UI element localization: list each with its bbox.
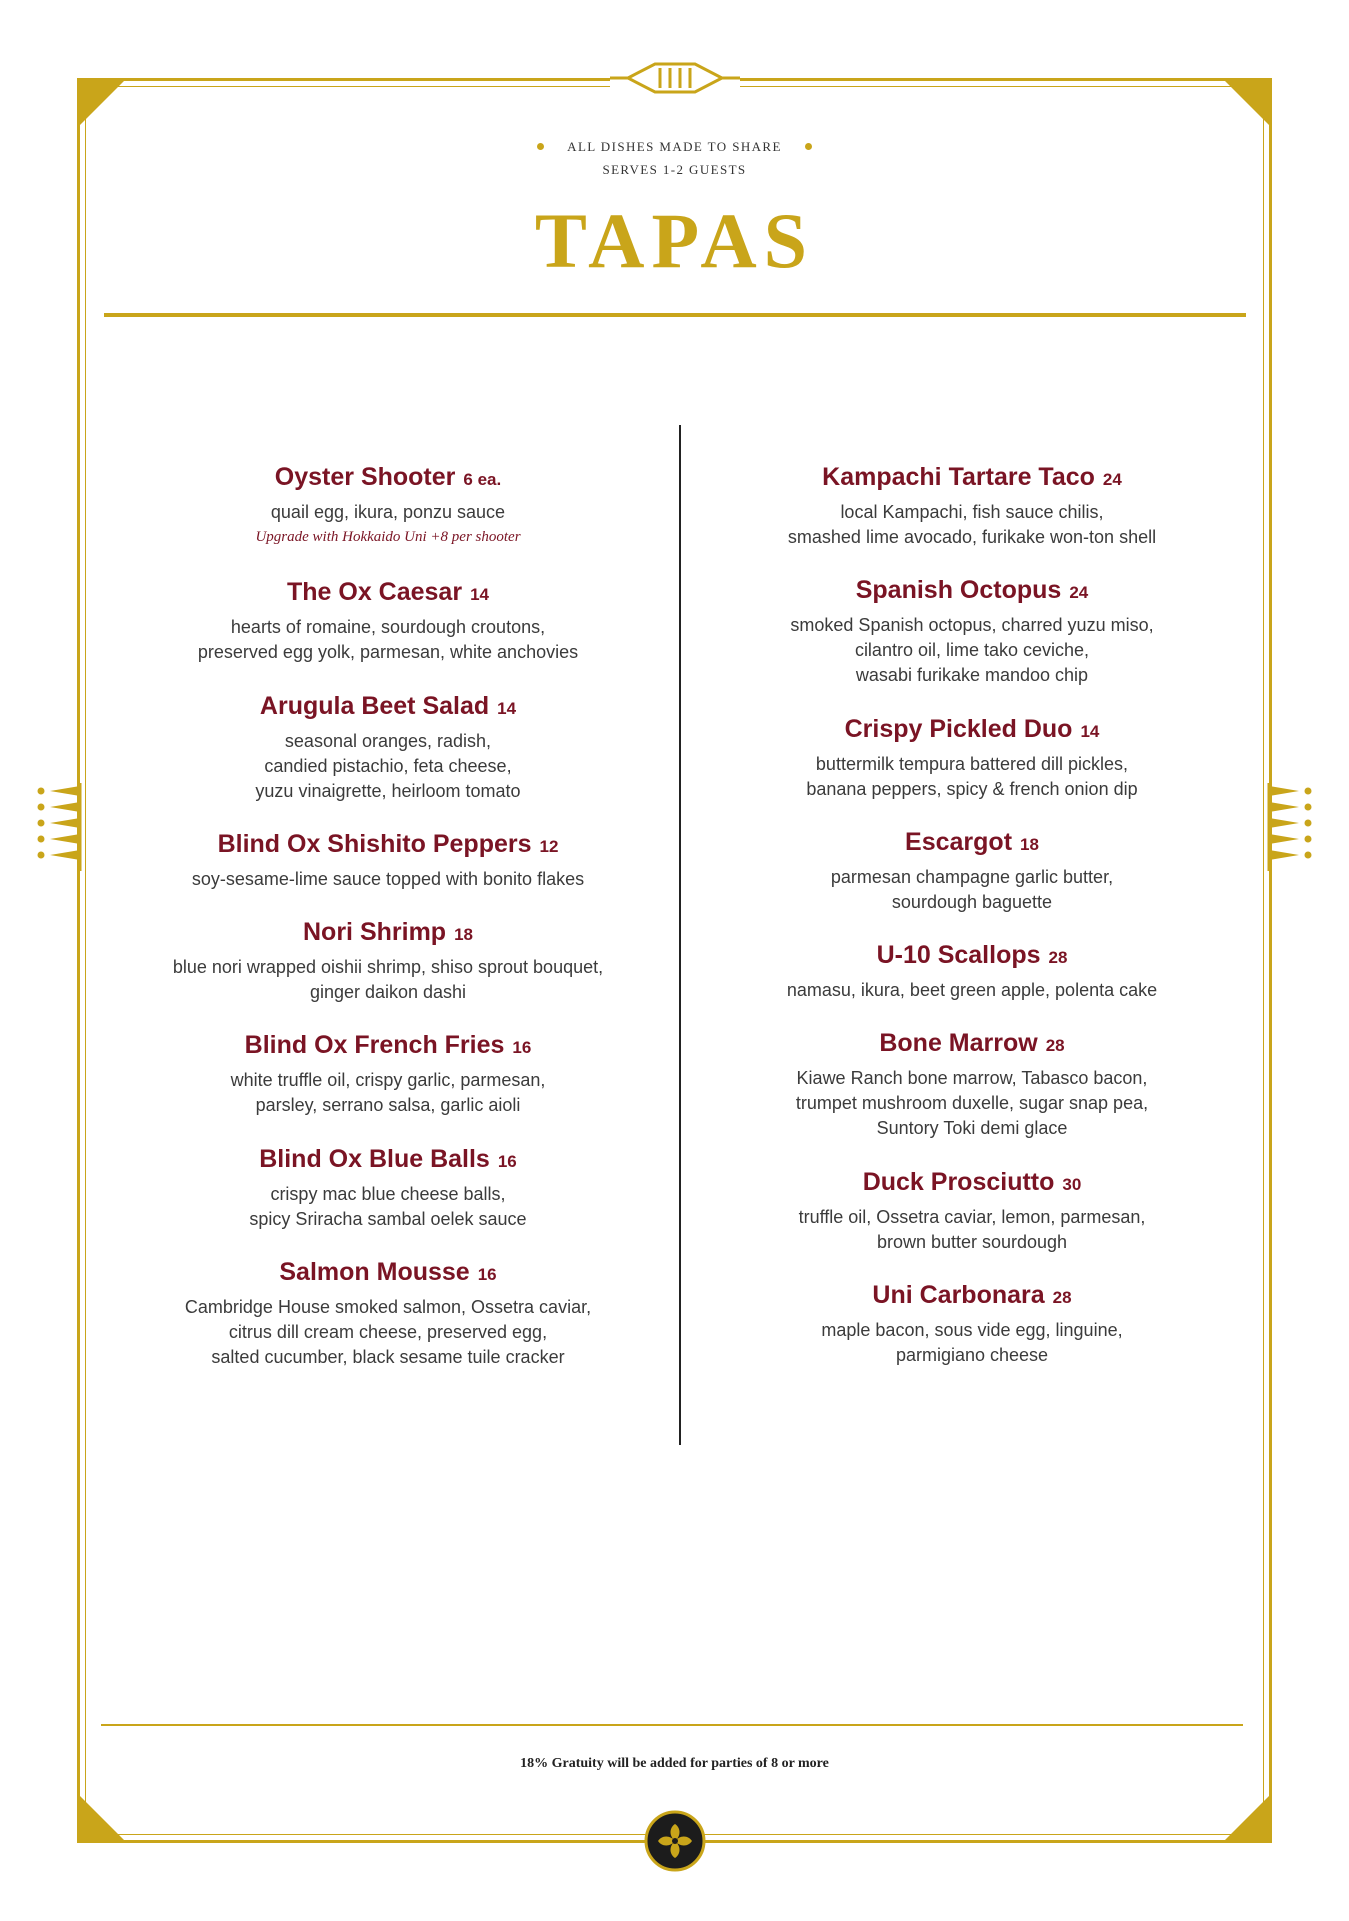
header-line-serves: SERVES 1-2 GUESTS [602, 162, 747, 177]
menu-item-description: yuzu vinaigrette, heirloom tomato [255, 781, 521, 801]
menu-item-name: Salmon Mousse [279, 1258, 470, 1286]
menu-item-description: smoked Spanish octopus, charred yuzu miso, [790, 615, 1154, 635]
menu-item-description: trumpet mushroom duxelle, sugar snap pea, [795, 1093, 1149, 1113]
menu-item-description: crispy mac blue cheese balls, [270, 1184, 506, 1204]
menu-item [128, 572, 648, 665]
menu-item [712, 822, 1232, 915]
page-title: TAPAS [534, 197, 815, 284]
menu-item-description: wasabi furikake mandoo chip [855, 665, 1089, 685]
menu-item [712, 457, 1232, 550]
menu-item-price: 28 [1048, 948, 1068, 967]
menu-item-name: Arugula Beet Salad [259, 692, 490, 720]
header-line-share: ALL DISHES MADE TO SHARE [567, 139, 782, 154]
menu-item-price: 30 [1062, 1175, 1082, 1194]
left-side-ornament [36, 783, 82, 871]
menu-item-price: 28 [1045, 1036, 1065, 1055]
menu-item [128, 912, 648, 1005]
menu-item-description: buttermilk tempura battered dill pickles, [815, 754, 1129, 774]
leaf-emblem-icon [644, 1810, 706, 1872]
menu-item-description: Suntory Toki demi glace [876, 1118, 1068, 1138]
corner-ornament-top-left [80, 81, 126, 127]
menu-item-price: 14 [1080, 722, 1100, 741]
menu-item-price: 24 [1102, 470, 1122, 489]
right-side-ornament [1267, 783, 1313, 871]
menu-item [128, 1025, 648, 1118]
menu-item-description: white truffle oil, crispy garlic, parmesan, [230, 1070, 546, 1090]
menu-item-name: Crispy Pickled Duo [844, 715, 1073, 743]
menu-item [712, 1162, 1232, 1255]
menu-item-name: The Ox Caesar [286, 578, 463, 606]
menu-item-description: parmigiano cheese [895, 1345, 1049, 1365]
menu-item-name: Oyster Shooter [274, 463, 456, 491]
menu-item-description: spicy Sriracha sambal oelek sauce [249, 1209, 527, 1229]
menu-item-description: maple bacon, sous vide egg, linguine, [821, 1320, 1123, 1340]
top-diamond-ornament [610, 60, 740, 96]
menu-item-description: parmesan champagne garlic butter, [830, 867, 1114, 887]
corner-ornament-top-right [1223, 81, 1269, 127]
menu-item-price: 6 ea. [463, 470, 502, 489]
menu-item [712, 935, 1232, 1003]
corner-ornament-bottom-right [1223, 1794, 1269, 1840]
menu-item-name: Escargot [905, 828, 1013, 856]
menu-item [128, 824, 648, 892]
menu-item-description: parsley, serrano salsa, garlic aioli [255, 1095, 521, 1115]
menu-item-price: 12 [539, 837, 559, 856]
menu-item-price: 16 [497, 1152, 517, 1171]
menu-item [128, 1252, 648, 1370]
menu-item [712, 1023, 1232, 1141]
menu-item-price: 16 [512, 1038, 532, 1057]
menu-item-upgrade-note: Upgrade with Hokkaido Uni +8 per shooter [255, 529, 521, 545]
menu-item-description: namasu, ikura, beet green apple, polenta cake [786, 980, 1158, 1000]
menu-item-description: banana peppers, spicy & french onion dip [806, 779, 1138, 799]
menu-item-description: salted cucumber, black sesame tuile cracker [211, 1347, 565, 1367]
menu-item [128, 457, 648, 550]
menu-item [128, 686, 648, 804]
menu-item-description: citrus dill cream cheese, preserved egg, [228, 1322, 548, 1342]
menu-item-name: Spanish Octopus [855, 576, 1062, 604]
menu-item-name: Duck Prosciutto [862, 1168, 1055, 1196]
column-divider [679, 425, 681, 1445]
menu-item-price: 16 [477, 1265, 497, 1284]
menu-item-price: 24 [1069, 583, 1089, 602]
menu-item-description: seasonal oranges, radish, [284, 731, 492, 751]
menu-item-name: Blind Ox Shishito Peppers [217, 830, 532, 858]
menu-item [712, 1275, 1232, 1368]
menu-item-price: 18 [1020, 835, 1039, 854]
menu-item-name: Nori Shrimp [303, 918, 447, 946]
menu-item-price: 18 [454, 925, 473, 944]
menu-item-name: U-10 Scallops [876, 941, 1041, 969]
menu-item-description: cilantro oil, lime tako ceviche, [854, 640, 1090, 660]
menu-item [712, 570, 1232, 688]
menu-item-description: hearts of romaine, sourdough croutons, [230, 617, 546, 637]
menu-item-description: Kiawe Ranch bone marrow, Tabasco bacon, [796, 1068, 1148, 1088]
menu-item-name: Blind Ox French Fries [244, 1031, 505, 1059]
menu-item-description: candied pistachio, feta cheese, [264, 756, 512, 776]
menu-item [128, 1139, 648, 1232]
menu-item-description: preserved egg yolk, parmesan, white anchovies [197, 642, 579, 662]
menu-item-description: Cambridge House smoked salmon, Ossetra caviar, [184, 1297, 592, 1317]
menu-item-price: 14 [470, 585, 489, 604]
menu-item-description: truffle oil, Ossetra caviar, lemon, parmesan, [798, 1207, 1146, 1227]
header-rule [104, 313, 1246, 317]
menu-item-name: Blind Ox Blue Balls [259, 1145, 490, 1173]
menu-item-description: local Kampachi, fish sauce chilis, [840, 502, 1104, 522]
menu-item-description: sourdough baguette [891, 892, 1053, 912]
menu-item-description: blue nori wrapped oishii shrimp, shiso sprout bouquet, [172, 957, 604, 977]
menu-item-name: Uni Carbonara [872, 1281, 1045, 1309]
menu-item-description: quail egg, ikura, ponzu sauce [270, 502, 506, 522]
gratuity-note: 18% Gratuity will be added for parties of 8 or more [520, 1756, 829, 1771]
corner-ornament-bottom-left [80, 1794, 126, 1840]
menu-item-description: soy-sesame-lime sauce topped with bonito flakes [191, 869, 585, 889]
menu-item-description: smashed lime avocado, furikake won-ton shell [787, 527, 1157, 547]
menu-item-description: brown butter sourdough [876, 1232, 1068, 1252]
menu-item-name: Kampachi Tartare Taco [822, 463, 1095, 491]
menu-item-description: ginger daikon dashi [309, 982, 467, 1002]
menu-item-price: 28 [1052, 1288, 1072, 1307]
menu-item-name: Bone Marrow [879, 1029, 1038, 1057]
menu-item-price: 14 [497, 699, 517, 718]
menu-item [712, 709, 1232, 802]
footer-rule [101, 1724, 1243, 1726]
